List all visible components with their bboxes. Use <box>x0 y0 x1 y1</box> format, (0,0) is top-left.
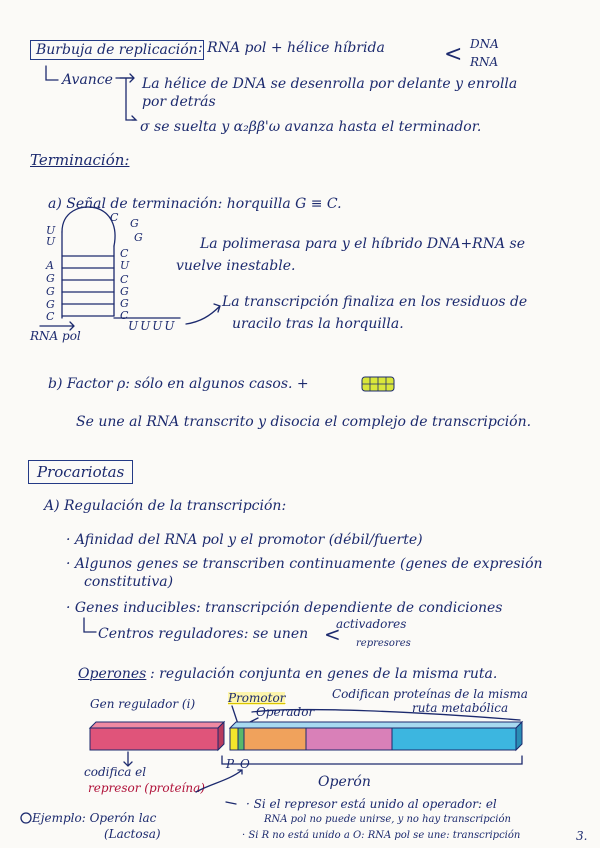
procariotas-title: Procariotas <box>28 460 133 484</box>
hairpin-base: G <box>46 285 55 298</box>
dna-label: DNA <box>470 37 499 51</box>
gen3-segment <box>392 728 516 750</box>
si-unido-b: RNA pol no puede unirse, y no hay transcripción <box>264 814 511 825</box>
hairpin-base: C <box>120 309 129 322</box>
less-than-symbol: < <box>444 42 463 67</box>
terminacion-note-2a: La transcripción finaliza en los residuos de <box>222 294 528 310</box>
hairpin-base: G <box>46 298 55 311</box>
terminacion-note-1b: vuelve inestable. <box>176 258 296 274</box>
hairpin-loop <box>62 207 115 246</box>
activadores-label: activadores <box>336 617 407 631</box>
rna-pol-label: RNA pol <box>30 329 81 343</box>
uracil-arrow <box>186 304 220 324</box>
hairpin-base: U <box>46 235 56 248</box>
factor-rho-desc: Se une al RNA transcrito y disocia el complejo de transcripción. <box>76 414 532 430</box>
operones-label: Operones <box>78 666 147 682</box>
regulacion-heading: A) Regulación de la transcripción: <box>44 498 287 514</box>
avance-arrow-tip <box>132 116 136 120</box>
page-number: 3. <box>576 829 588 843</box>
ejemplo-a: Ejemplo: Operón lac <box>32 811 157 825</box>
promotor-arrow <box>232 706 238 724</box>
operon-bar-top <box>230 722 522 728</box>
hairpin-base: G <box>120 285 129 298</box>
si-unido-a: · Si el represor está unido al operador: el <box>246 797 497 811</box>
o-label: O <box>240 757 250 771</box>
hairpin-loop-base: C <box>110 211 119 224</box>
codifica-el-label: codifica el <box>84 765 147 779</box>
operon-bracket <box>222 756 522 764</box>
codifican-a: Codifican proteínas de la misma <box>332 687 528 701</box>
avance-line-2: σ se suelta y α₂ββ'ω avanza hasta el terminador. <box>140 119 482 135</box>
operones-desc: : regulación conjunta en genes de la misma ruta. <box>150 666 498 682</box>
si-arrow <box>226 802 236 804</box>
promotor-segment <box>230 728 238 750</box>
avance-bracket <box>120 78 136 120</box>
codifican-bracket <box>252 710 520 720</box>
senal-terminacion: a) Señal de terminación: horquilla G ≡ C. <box>48 196 342 212</box>
gen-regulador-bar-top <box>90 722 224 728</box>
hairpin-base: G <box>46 272 55 285</box>
rna-label: RNA <box>470 55 499 69</box>
burbuja-formula: : RNA pol + hélice híbrida <box>198 40 385 56</box>
bullet-constitutiva-a: · Algunos genes se transcriben continuamente (genes de expresión <box>66 556 543 572</box>
base-pair-rungs <box>62 256 114 316</box>
hairpin-base: C <box>46 310 55 323</box>
terminacion-note-2b: uracilo tras la horquilla. <box>232 316 404 332</box>
gen-regulador-bar <box>90 728 218 750</box>
brace-lt: < <box>324 622 341 646</box>
p-label: P <box>226 757 235 771</box>
gen-regulador-label: Gen regulador (i) <box>90 697 196 711</box>
si-no-unido: · Si R no está unido a O: RNA pol se une: transcripción <box>242 830 521 841</box>
bullet-afinidad: · Afinidad del RNA pol y el promotor (débil/fuerte) <box>66 532 423 548</box>
bullet-inducibles: · Genes inducibles: transcripción dependiente de condiciones <box>66 600 503 616</box>
rna-pol-arrow <box>40 322 74 330</box>
avance-small-arrow <box>116 74 134 82</box>
hairpin-base: U <box>120 259 130 272</box>
gen2-segment <box>306 728 392 750</box>
operador-segment <box>238 728 244 750</box>
centros-reguladores: Centros reguladores: se unen <box>98 626 309 642</box>
avance-label: Avance <box>62 72 113 88</box>
operador-label: Operador <box>256 705 315 719</box>
operon-label: Operón <box>318 774 371 790</box>
burbuja-title: Burbuja de replicación <box>30 40 204 60</box>
represores-label: represores <box>356 638 411 649</box>
codifican-b: ruta metabólica <box>412 701 509 715</box>
hairpin-base: C <box>120 247 129 260</box>
inducibles-hook-arrow <box>84 618 96 632</box>
gen1-segment <box>244 728 306 750</box>
bullet-constitutiva-b: constitutiva) <box>84 574 174 590</box>
hairpin-base: U <box>46 224 56 237</box>
terminacion-title: Terminación: <box>30 151 130 169</box>
ejemplo-b: (Lactosa) <box>104 827 161 841</box>
hairpin-base: G <box>120 297 129 310</box>
avance-line-1a: La hélice de DNA se desenrolla por delante y enrolla <box>142 76 518 92</box>
hairpin-loop-base: G <box>134 231 143 244</box>
ejemplo-marker-circle <box>21 813 31 823</box>
factor-rho: b) Factor ρ: sólo en algunos casos. + <box>48 376 309 392</box>
hairpin-loop-base: G <box>130 217 139 230</box>
avance-hook-arrow <box>46 66 58 80</box>
uuuu-tail: UUUU <box>128 319 177 333</box>
hairpin-base: C <box>120 273 129 286</box>
represor-to-operator-arrow <box>196 770 242 792</box>
represor-label: represor (proteína) <box>88 781 205 795</box>
hairpin-base: A <box>46 259 54 272</box>
terminacion-note-1a: La polimerasa para y el híbrido DNA+RNA se <box>200 236 525 252</box>
avance-line-1b: por detrás <box>142 94 216 110</box>
promotor-label: Promotor <box>228 691 286 705</box>
gen-regulador-arrow <box>124 752 132 766</box>
rho-factor-icon <box>362 377 394 391</box>
